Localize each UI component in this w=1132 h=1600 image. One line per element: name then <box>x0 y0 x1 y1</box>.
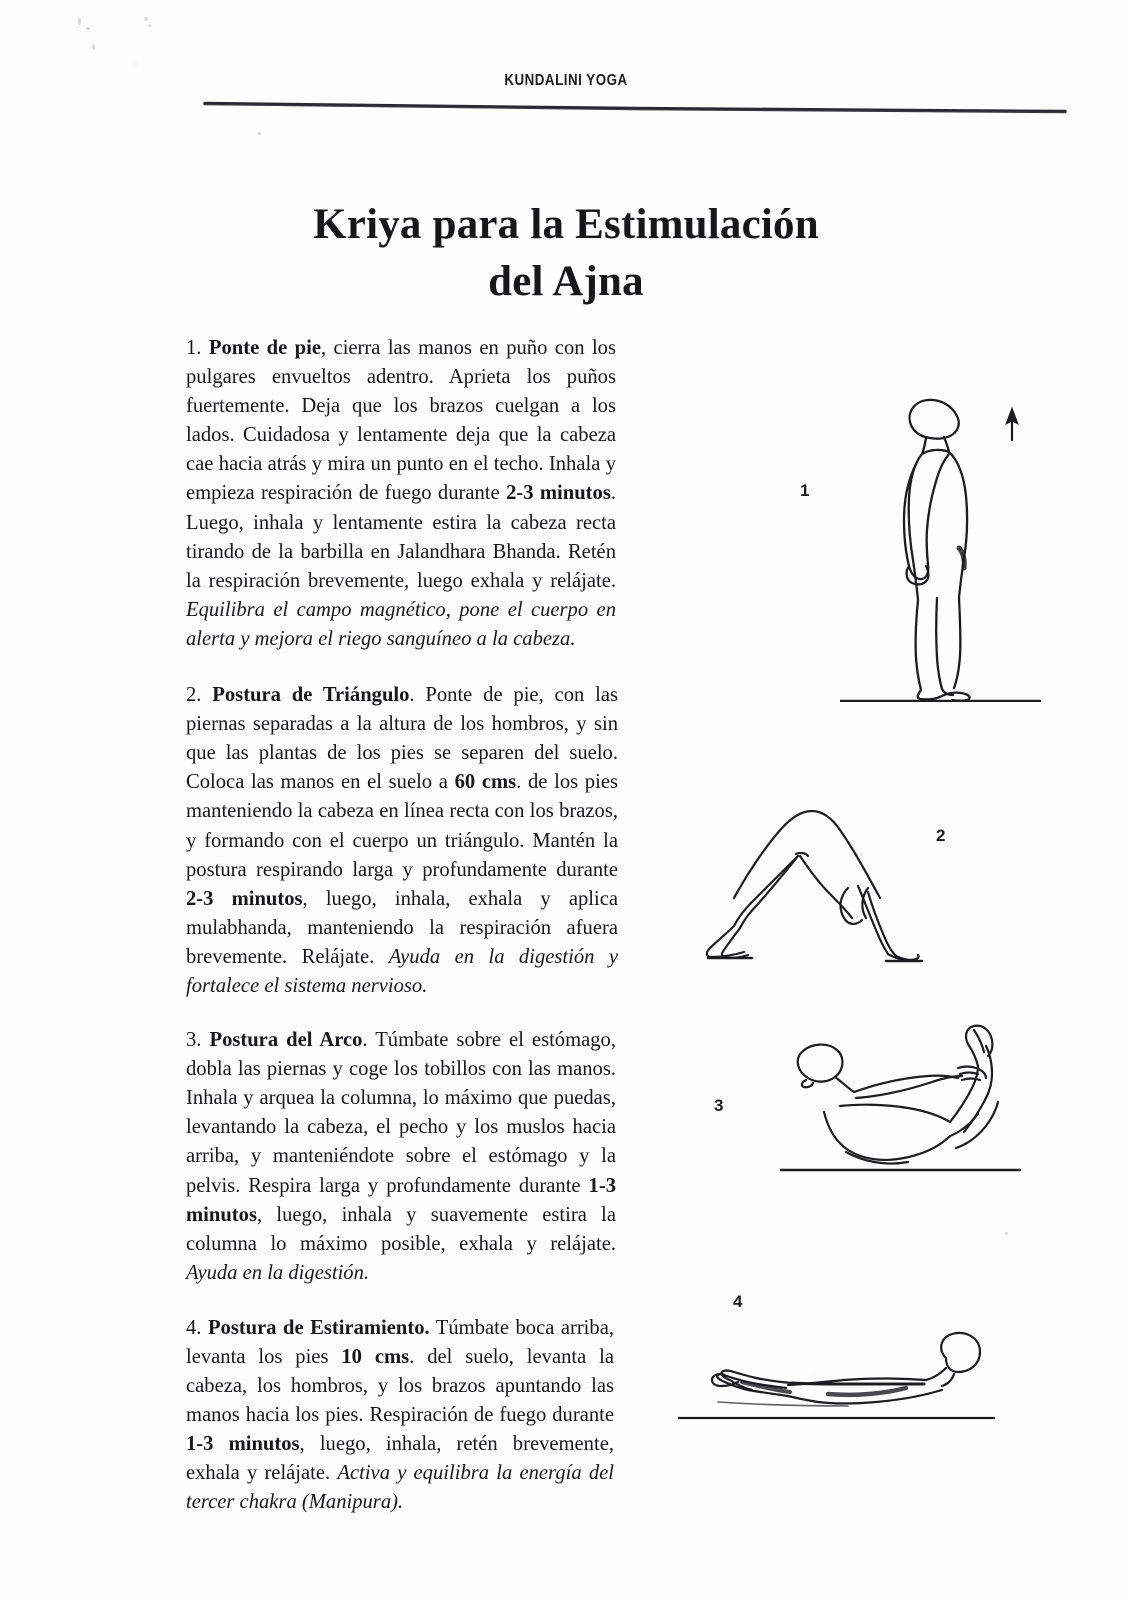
page-title <box>0 197 1132 311</box>
figure-label-1: 1 <box>800 481 810 500</box>
figure-label-2: 2 <box>936 826 946 845</box>
step-heading: Postura del Arco <box>209 1029 363 1052</box>
step-body-after: , luego, inhala, retén brevemente, exhala y relájate. <box>186 1433 614 1485</box>
figure-triangle-pose <box>672 776 972 976</box>
scan-speck <box>78 18 81 25</box>
instructions-column <box>186 334 626 1541</box>
scan-speck <box>92 44 95 50</box>
up-arrow-icon <box>1006 408 1018 440</box>
step-body-before: . Ponte de pie, con las piernas separadas a la altura de los hombros, y sin que las plantas de los pies se separen del suelo. Coloca las manos en el suelo a <box>186 684 619 794</box>
scan-speck <box>258 132 261 135</box>
step-number: 2. <box>186 684 202 707</box>
step-number: 4. <box>186 1316 202 1339</box>
step-bold-run: 2-3 minutos <box>506 482 611 505</box>
step-heading: Postura de Estiramiento. <box>207 1316 430 1339</box>
step-number: 1. <box>186 337 202 359</box>
step-italic-run: Ayuda en la digestión y fortalece el sistema nervioso. <box>186 945 619 997</box>
bow-figure-drawing <box>780 1020 1030 1195</box>
instruction-step-1 <box>186 334 616 654</box>
step-bold-run: 1-3 minutos <box>186 1174 616 1226</box>
step-bold-run-2: 2-3 minutos <box>186 887 303 910</box>
step-italic-run: Ayuda en la digestión. <box>186 1261 370 1284</box>
step-bold-run: 60 cms <box>454 771 517 794</box>
instruction-step-2 <box>186 681 618 1001</box>
step-body-before: . Túmbate sobre el estómago, dobla las piernas y coge los tobillos con las manos. Inhala y arquea la columna, lo máximo que puedas, levantando la cabeza, el pecho y los muslos hacia arriba, y manteniéndote sobre el estómago y la pelvis. Respira larga y profundamente durante <box>186 1029 617 1197</box>
step-number: 3. <box>186 1029 202 1052</box>
figure-standing-pose <box>840 392 1050 702</box>
page-title-line-2: del Ajna <box>488 257 644 305</box>
step-body-mid: . de los pies manteniendo la cabeza en línea recta con los brazos, y formando con el cuerpo un triángulo. Mantén la postura respirando larga y profundamente durante <box>186 771 618 881</box>
instruction-step-4 <box>186 1314 614 1518</box>
scan-speck <box>144 17 148 21</box>
step-bold-run: 10 cms <box>341 1346 410 1368</box>
figure-bow-pose <box>780 1020 1030 1195</box>
step-italic-run: Activa y equilibra la energía del tercer chakra (Manipura). <box>186 1462 614 1514</box>
running-header-title: KUNDALINI YOGA <box>504 72 628 89</box>
stretch-figure-drawing <box>678 1322 998 1432</box>
figure-label-4: 4 <box>733 1292 743 1311</box>
header-rule <box>205 99 1065 117</box>
running-header <box>0 72 1132 116</box>
scan-speck <box>148 24 151 27</box>
step-body-before: Túmbate boca arriba, levanta los pies <box>186 1316 614 1368</box>
step-body-mid: . del suelo, levanta la cabeza, los hombros, y los brazos apuntando las manos hacia los pies. Respiración de fuego durante <box>186 1346 614 1427</box>
step-heading: Postura de Triángulo <box>212 684 410 707</box>
page-title-line-1: Kriya para la Estimulación <box>313 200 819 248</box>
figure-label-3: 3 <box>714 1096 724 1115</box>
triangle-figure-drawing <box>672 776 972 976</box>
step-body-after: , luego, inhala y suavemente estira la columna lo máximo posible, exhala y relájate. <box>186 1203 616 1255</box>
scan-speck <box>1005 1232 1008 1235</box>
step-italic-run: Equilibra el campo magnético, pone el cuerpo en alerta y mejora el riego sanguíneo a la cabeza. <box>186 598 616 650</box>
step-bold-run-2: 1-3 minutos <box>186 1433 300 1456</box>
step-body-after: , luego, inhala, exhala y aplica mulabhanda, manteniendo la respiración afuera brevemente. Relájate. <box>186 887 618 968</box>
standing-figure-drawing <box>840 392 1050 702</box>
instruction-step-3 <box>186 1026 616 1288</box>
scan-speck <box>86 27 90 30</box>
figure-stretch-pose <box>678 1322 998 1432</box>
step-body-after: . Luego, inhala y lentamente estira la cabeza recta tirando de la barbilla en Jalandhara Bhanda. Retén la respiración brevemente, luego exhala y relájate. <box>186 482 616 592</box>
step-heading: Ponte de pie <box>208 337 321 359</box>
step-body-before: , cierra las manos en puño con los pulgares envueltos adentro. Aprieta los puños fuertemente. Deja que los brazos cuelgan a los lados. Cuidadosa y lentamente deja que la cabeza cae hacia atrás y mira un punto en el techo. Inhala y empieza respiración de fuego durante <box>186 337 616 505</box>
